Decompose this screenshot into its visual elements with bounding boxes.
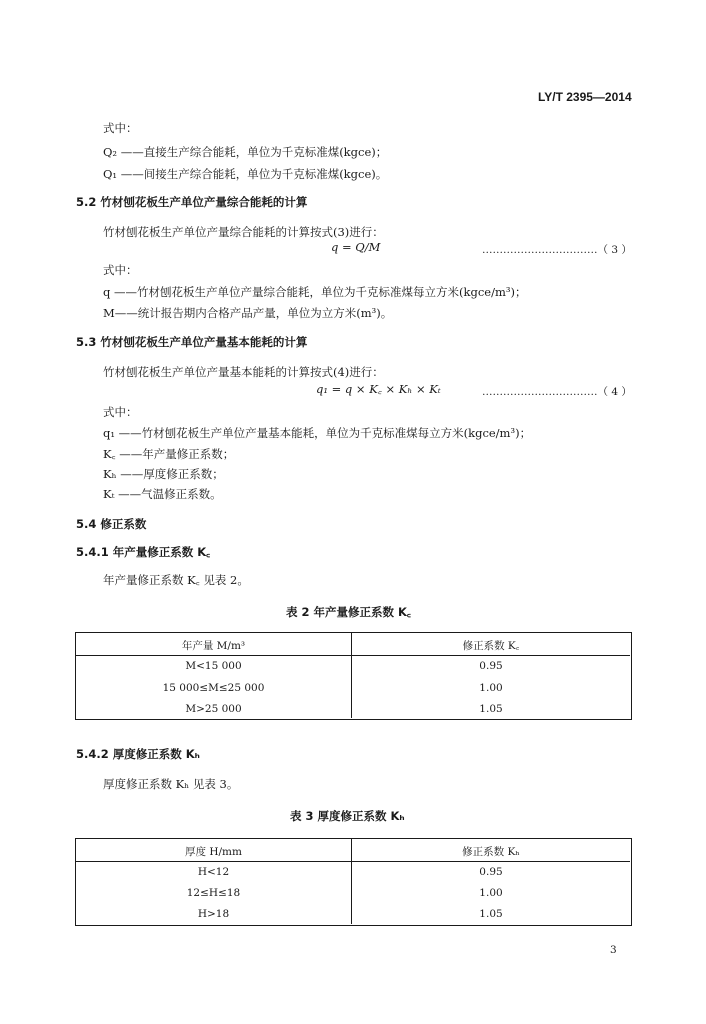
definition-q2: Q₂ ——直接生产综合能耗，单位为千克标准煤(kgce)； — [103, 145, 388, 159]
page-number: 3 — [610, 944, 617, 956]
section-heading: 5.2 竹材刨花板生产单位产量综合能耗的计算 — [76, 195, 308, 209]
table-3 — [75, 838, 632, 926]
paragraph: 竹材刨花板生产单位产量基本能耗的计算按式(4)进行： — [103, 365, 384, 379]
table-cell: 0.95 — [479, 660, 503, 672]
table-cell: 0.95 — [479, 866, 503, 878]
table-cell: H<12 — [197, 866, 230, 878]
standard-number: LY/T 2395—2014 — [538, 90, 632, 104]
formula: q₁ = q × K꜀ × Kₕ × Kₜ — [316, 382, 441, 396]
equation-number: ……………………………（ 3 ） — [482, 244, 632, 256]
subsection-heading: 5.4.2 厚度修正系数 Kₕ — [76, 747, 200, 761]
section-heading: 5.4 修正系数 — [76, 517, 147, 531]
section-heading: 5.3 竹材刨花板生产单位产量基本能耗的计算 — [76, 335, 308, 349]
table-cell: 1.00 — [479, 887, 503, 899]
table-header: 厚度 H/mm — [185, 846, 242, 858]
shizhong-label: 式中： — [103, 263, 138, 277]
shizhong-label: 式中： — [103, 405, 138, 419]
definition-q1: q₁ ——竹材刨花板生产单位产量基本能耗，单位为千克标准煤每立方米(kgce/m³)； — [103, 426, 532, 440]
table-cell: 1.05 — [479, 703, 503, 715]
table-caption: 表 3 厚度修正系数 Kₕ — [290, 809, 405, 823]
table-cell: 1.05 — [479, 908, 503, 920]
table-cell: M<15 000 — [185, 660, 242, 672]
table-cell: 15 000≤M≤25 000 — [162, 682, 265, 694]
paragraph: 竹材刨花板生产单位产量综合能耗的计算按式(3)进行： — [103, 225, 384, 239]
table-cell: 12≤H≤18 — [186, 887, 241, 899]
equation-number: ……………………………（ 4 ） — [482, 386, 632, 398]
definition-m: M——统计报告期内合格产品产量，单位为立方米(m³)。 — [103, 306, 393, 320]
table-cell: 1.00 — [479, 682, 503, 694]
definition-q: q ——竹材刨花板生产单位产量综合能耗，单位为千克标准煤每立方米(kgce/m³)； — [103, 285, 527, 299]
definition-q1: Q₁ ——间接生产综合能耗，单位为千克标准煤(kgce)。 — [103, 167, 388, 181]
definition-kc: K꜀ ——年产量修正系数； — [103, 447, 235, 461]
table-cell: H>18 — [197, 908, 230, 920]
shizhong-label: 式中： — [103, 121, 138, 135]
definition-kh: Kₕ ——厚度修正系数； — [103, 467, 224, 481]
table-header: 修正系数 Kₕ — [462, 846, 520, 858]
subsection-heading: 5.4.1 年产量修正系数 K꜀ — [76, 545, 211, 559]
formula: q = Q/M — [331, 240, 381, 254]
definition-kt: Kₜ ——气温修正系数。 — [103, 487, 222, 501]
table-header: 修正系数 K꜀ — [462, 640, 520, 652]
table-caption: 表 2 年产量修正系数 K꜀ — [286, 605, 411, 619]
table-header: 年产量 M/m³ — [181, 640, 246, 652]
table-cell: M>25 000 — [185, 703, 242, 715]
paragraph: 年产量修正系数 K꜀ 见表 2。 — [103, 573, 249, 587]
paragraph: 厚度修正系数 Kₕ 见表 3。 — [103, 777, 239, 791]
table-2 — [75, 632, 632, 720]
